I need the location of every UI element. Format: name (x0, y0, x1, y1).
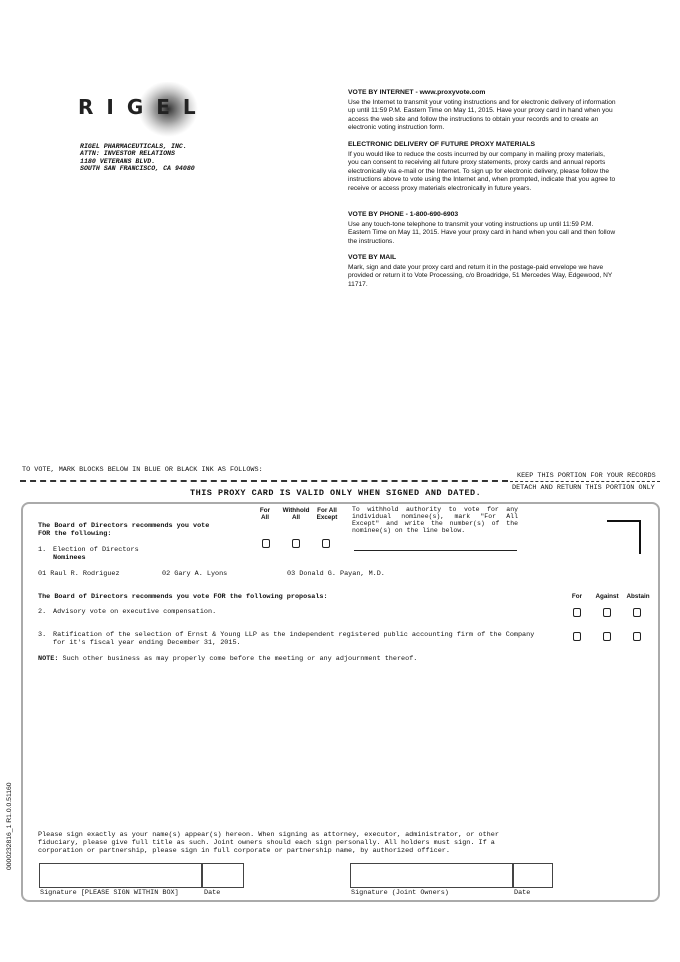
nominee-item: 01 Raul R. Rodriguez (38, 570, 120, 578)
vote-by-internet-section (348, 89, 616, 133)
address-line: SOUTH SAN FRANCISCO, CA 94080 (80, 165, 195, 173)
nominee-number-line[interactable] (354, 550, 517, 551)
keep-portion-label: KEEP THIS PORTION FOR YOUR RECORDS (517, 472, 656, 480)
item1-number: 1. (38, 546, 47, 554)
address-line: RIGEL PHARMACEUTICALS, INC. (80, 143, 187, 150)
company-address (80, 143, 195, 173)
col-for-all-except-line: For All (317, 507, 337, 514)
sign-instructions: Please sign exactly as your name(s) appear(s) hereon. When signing as attorney, executor, administrator, or other fiduciary, please give full title as such. Joint owners should each sign personally. All holders must sign. If a corporation or partnership, please sign in full corporate or partnership name, by authorized officer. (38, 831, 499, 855)
joint-signature-box[interactable] (350, 863, 513, 888)
col-withhold-all (280, 507, 312, 521)
detach-line (20, 480, 508, 482)
withhold-all-checkbox[interactable] (292, 539, 300, 548)
board-recommendation-2: The Board of Directors recommends you vote FOR the following proposals: (38, 593, 328, 601)
proposal-3-for-checkbox[interactable] (573, 632, 581, 641)
proposal-2-text: Advisory vote on executive compensation. (53, 608, 217, 616)
company-logo-text: RIGEL (78, 95, 209, 119)
address-line: ATTN: INVESTOR RELATIONS (80, 150, 175, 158)
vote-instruction: TO VOTE, MARK BLOCKS BELOW IN BLUE OR BLACK INK AS FOLLOWS: (22, 466, 263, 474)
col-for: For (571, 593, 583, 600)
section-heading: VOTE BY INTERNET - www.proxyvote.com (348, 89, 486, 96)
section-body: If you would like to reduce the costs incurred by our company in mailing proxy materials, you can consent to receiving all future proxy statements, proxy cards and annual reports electronically via e-mail or the Internet. To sign up for electronic delivery, please follow the instructions above to vote using the Internet and, when prompted, indicate that you agree to receive or access proxy materials electronically in future years. (348, 150, 616, 192)
section-body: Use the Internet to transmit your voting instructions and for electronic delivery of information up until 11:59 P.M. Eastern Time on May 11, 2015. Have your proxy card in hand when you access the web site and follow the instructions to obtain your records and to create an electronic voting instruction form. (348, 98, 616, 131)
card-corner-mark (607, 520, 641, 554)
col-abstain: Abstain (626, 593, 650, 600)
nominees-label: Nominees (53, 554, 86, 562)
joint-signature-label: Signature (Joint Owners) (351, 889, 449, 897)
note-label: NOTE: (38, 655, 59, 663)
joint-date-box[interactable] (513, 863, 553, 888)
date-box[interactable] (202, 863, 244, 888)
address-line: 1180 VETERANS BLVD. (80, 157, 156, 165)
section-heading: VOTE BY PHONE - 1-800-690-6903 (348, 211, 459, 218)
proposal-2-abstain-checkbox[interactable] (633, 608, 641, 617)
col-for-all (254, 507, 276, 521)
proposal-2-against-checkbox[interactable] (603, 608, 611, 617)
section-heading: VOTE BY MAIL (348, 254, 397, 261)
detach-return-label: DETACH AND RETURN THIS PORTION ONLY (512, 484, 655, 492)
date-label: Date (204, 889, 221, 897)
note-text: Such other business as may properly come before the meeting or any adjournment thereof. (62, 655, 418, 663)
nominee-item: 03 Donald G. Payan, M.D. (287, 570, 385, 578)
document-control-code: 0000232816_1 R1.0.0.51160 (6, 782, 13, 870)
proposal-3-abstain-checkbox[interactable] (633, 632, 641, 641)
col-for-all-except (313, 507, 341, 521)
note-line (38, 655, 417, 663)
section-body: Use any touch-tone telephone to transmit your voting instructions up until 11:59 P.M. Eastern Time on May 11, 2015. Have your proxy card in hand when you call and then follow the instructions. (348, 220, 616, 245)
proposal-2-number: 2. (38, 608, 47, 616)
vote-by-mail-section (348, 254, 616, 289)
signature-box[interactable] (39, 863, 202, 888)
card-valid-notice: THIS PROXY CARD IS VALID ONLY WHEN SIGNED AND DATED. (190, 488, 482, 498)
signature-label: Signature [PLEASE SIGN WITHIN BOX] (40, 889, 179, 897)
detach-line (510, 481, 660, 482)
item1-title: Election of Directors (53, 546, 139, 554)
col-for-all-line: For (259, 507, 271, 514)
proposal-3-number: 3. (38, 631, 47, 639)
for-all-checkbox[interactable] (262, 539, 270, 548)
col-withhold-all-line: Withhold (282, 507, 310, 514)
section-body: Mark, sign and date your proxy card and return it in the postage-paid envelope we have provided or return it to Vote Processing, c/o Broadridge, 51 Mercedes Way, Edgewood, NY 11717. (348, 263, 613, 288)
proposal-3-against-checkbox[interactable] (603, 632, 611, 641)
vote-by-phone-section (348, 211, 616, 246)
proposal-3-text: Ratification of the selection of Ernst & Young LLP as the independent registered public accounting firm of the Company for it's fiscal year ending December 31, 2015. (53, 631, 535, 647)
col-withhold-all-line: All (291, 514, 301, 521)
col-for-all-except-line: Except (316, 514, 338, 521)
section-heading: ELECTRONIC DELIVERY OF FUTURE PROXY MATERIALS (348, 141, 536, 148)
col-against: Against (595, 593, 619, 600)
electronic-delivery-section (348, 141, 616, 193)
joint-date-label: Date (514, 889, 531, 897)
nominee-item: 02 Gary A. Lyons (162, 570, 228, 578)
board-recommendation-1: The Board of Directors recommends you vote FOR the following: (38, 522, 210, 538)
for-all-except-checkbox[interactable] (322, 539, 330, 548)
withhold-instructions: To withhold authority to vote for any individual nominee(s), mark "For All Except" and write the number(s) of the nominee(s) on the line below. (352, 506, 518, 534)
proposal-2-for-checkbox[interactable] (573, 608, 581, 617)
col-for-all-line: All (260, 514, 270, 521)
